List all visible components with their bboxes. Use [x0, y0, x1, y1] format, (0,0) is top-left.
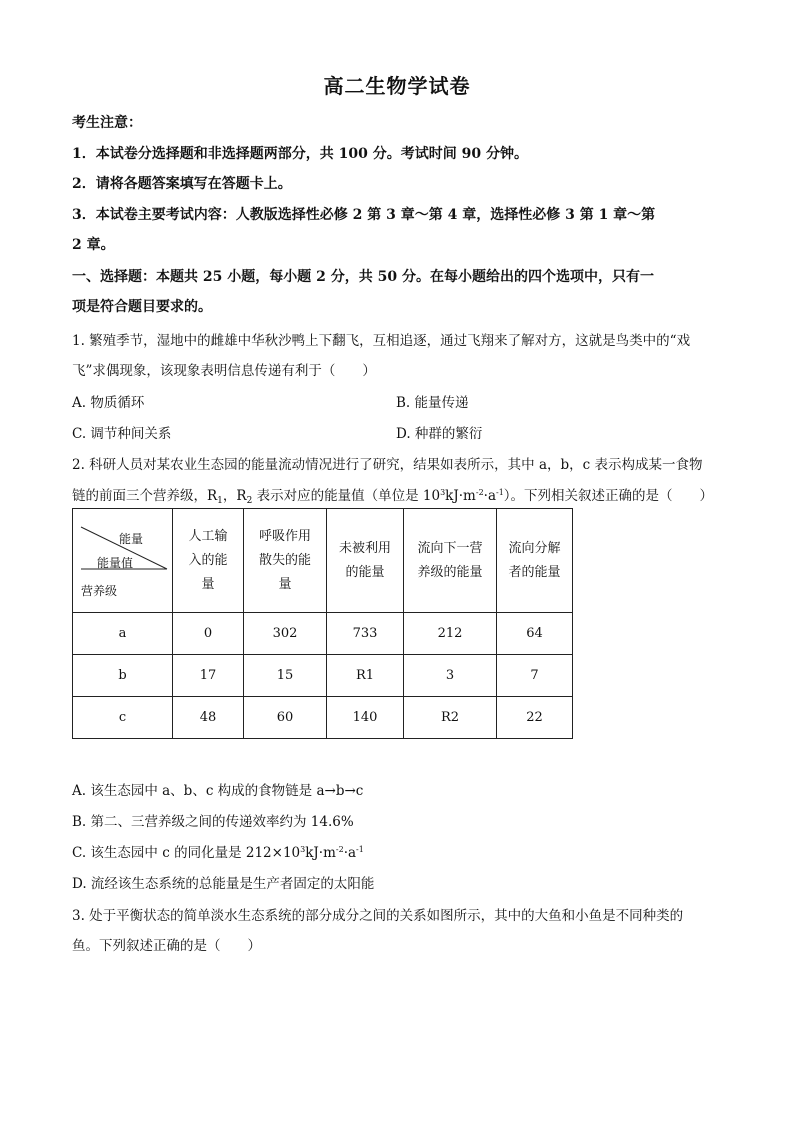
table-cell: 64: [497, 613, 573, 655]
energy-table: [72, 508, 573, 739]
table-cell: c: [73, 697, 173, 739]
q1-option-d: D. 种群的繁衍: [396, 426, 483, 442]
notice-item-2: 2．请将各题答案填写在答题卡上。: [72, 176, 292, 192]
table-header-cell: 未被利用 的能量: [327, 509, 404, 613]
table-cell: 60: [244, 697, 327, 739]
table-header-cell: 呼吸作用 散失的能 量: [244, 509, 327, 613]
q2-option-c: C. 该生态园中 c 的同化量是 $212\times 10^3kJ\cdot m^{-2}\cdot a^{-1}$: [72, 845, 364, 861]
table-cell: 302: [244, 613, 327, 655]
table-row: [73, 655, 573, 697]
corner-label-mid: 能量值: [97, 556, 134, 570]
table-cell: 15: [244, 655, 327, 697]
table-cell: 22: [497, 697, 573, 739]
table-cell: a: [73, 613, 173, 655]
q1-option-b: B. 能量传递: [396, 395, 469, 411]
table-cell: 212: [404, 613, 497, 655]
q2-option-b: B. 第二、三营养级之间的传递效率约为 14.6%: [72, 814, 354, 830]
q2-option-a: A. 该生态园中 a、b、c 构成的食物链是 a→b→c: [72, 783, 364, 799]
q2-stem: 2. 科研人员对某农业生态园的能量流动情况进行了研究，结果如表所示，其中 a，b，c 表示构成某一食物: [72, 457, 703, 473]
table-cell: 17: [173, 655, 244, 697]
table-cell: 48: [173, 697, 244, 739]
q2-option-d: D. 流经该生态系统的总能量是生产者固定的太阳能: [72, 876, 375, 892]
table-header-row: [73, 509, 573, 613]
q3-stem-cont: 鱼。下列叙述正确的是（ ）: [72, 938, 261, 954]
table-header-cell: 流向下一营 养级的能量: [404, 509, 497, 613]
table-header-cell: 人工输 入的能 量: [173, 509, 244, 613]
section-heading: 一、选择题：本题共 25 小题，每小题 2 分，共 50 分。在每小题给出的四个选项中，只有一: [72, 269, 654, 285]
notice-item-3-cont: 2 章。: [72, 237, 115, 253]
q1-option-c: C. 调节种间关系: [72, 426, 172, 442]
table-cell: 0: [173, 613, 244, 655]
table-cell: b: [73, 655, 173, 697]
table-corner-cell: [73, 509, 173, 613]
notice-item-1: 1．本试卷分选择题和非选择题两部分，共 100 分。考试时间 90 分钟。: [72, 146, 528, 162]
page-title: 高二生物学试卷: [323, 74, 471, 98]
section-heading-cont: 项是符合题目要求的。: [72, 299, 212, 315]
notice-item-3: 3．本试卷主要考试内容：人教版选择性必修 2 第 3 章～第 4 章，选择性必修 3 第 1 章～第: [72, 207, 656, 223]
table-cell: 7: [497, 655, 573, 697]
corner-label-bottom: 营养级: [81, 584, 118, 598]
table-row: [73, 613, 573, 655]
q2-stem-cont: 链的前面三个营养级，$R_1$，$R_2$ 表示对应的能量值（单位是 $10^3kJ\cdot m^{-2}\cdot a^{-1}$）。下列相关叙述正确的是（ ）: [72, 488, 714, 506]
table-cell: R1: [327, 655, 404, 697]
table-cell: 140: [327, 697, 404, 739]
table-row: [73, 697, 573, 739]
q1-option-a: A. 物质循环: [72, 395, 145, 411]
notice-heading: 考生注意：: [72, 115, 142, 131]
table-header-cell: 流向分解 者的能量: [497, 509, 573, 613]
table-cell: R2: [404, 697, 497, 739]
corner-label-top: 能量: [119, 532, 144, 546]
q1-stem: 1. 繁殖季节，湿地中的雌雄中华秋沙鸭上下翻飞，互相追逐，通过飞翔来了解对方，这就是鸟类中的“戏: [72, 333, 691, 349]
table-cell: 733: [327, 613, 404, 655]
q3-stem: 3. 处于平衡状态的简单淡水生态系统的部分成分之间的关系如图所示，其中的大鱼和小鱼是不同种类的: [72, 908, 684, 924]
q1-stem-cont: 飞”求偶现象，该现象表明信息传递有利于（ ）: [72, 363, 376, 379]
table-cell: 3: [404, 655, 497, 697]
